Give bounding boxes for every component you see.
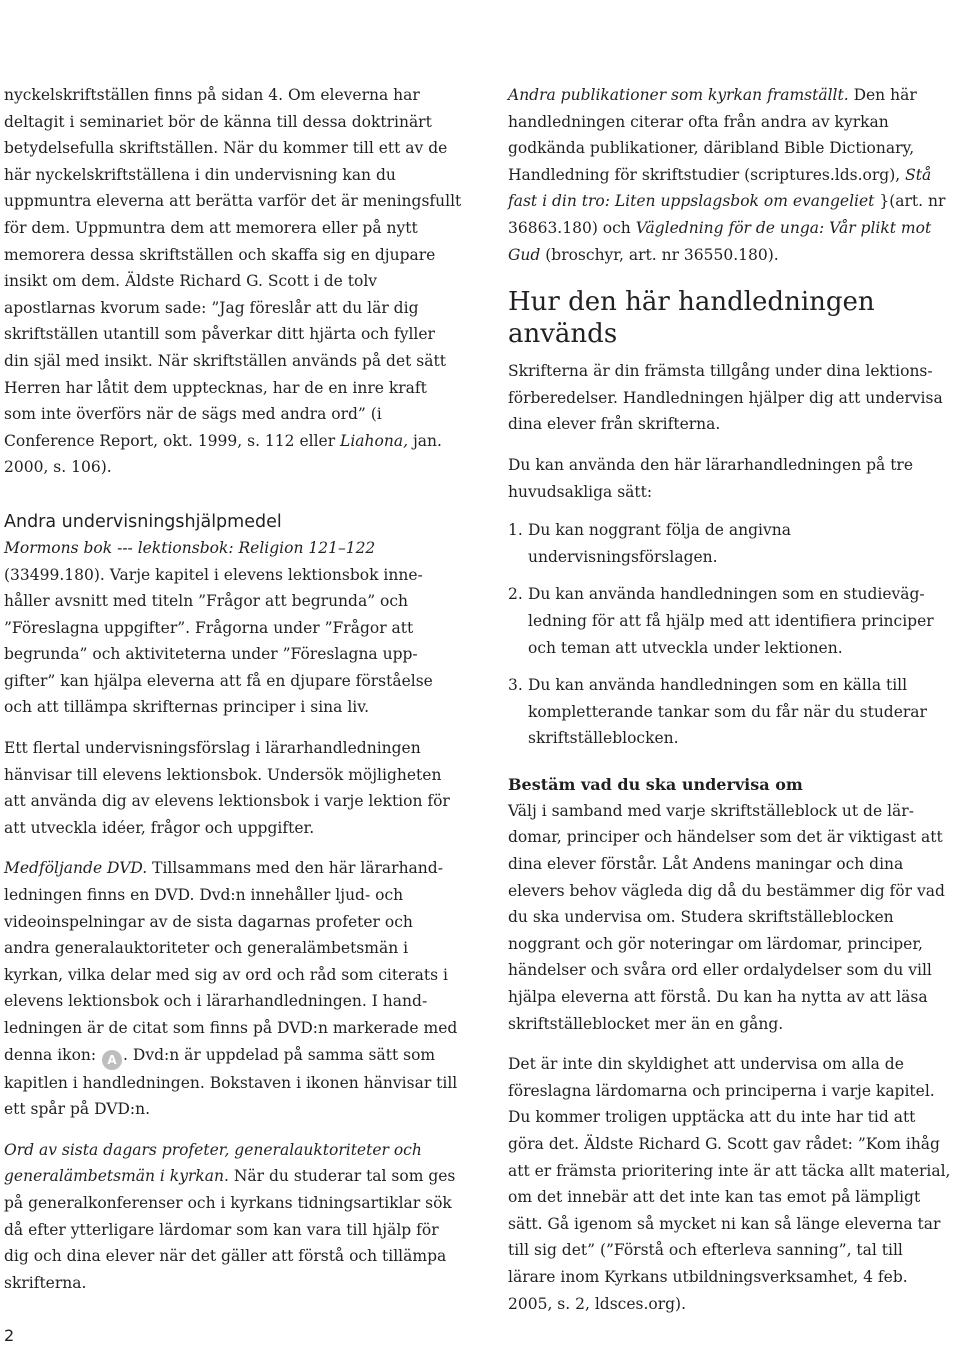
page-number: 2	[4, 1326, 15, 1345]
text: . Dvd:n är uppdelad på samma sätt som kapitlen i handledningen. Bokstaven i ikonen hänvisar till ett spår på DVD:n.	[4, 1045, 458, 1119]
usage-list	[508, 517, 954, 752]
right-column	[508, 82, 954, 1317]
text: nyckelskriftställen finns på sidan 4. Om eleverna har deltagit i seminariet bör de känna till dessa doktrinärt betydelsefulla skriftställen. När du kommer till ett av de här nyckelskriftställena i din undervisning kan du uppmuntra eleverna att berätta varför det är meningsfullt för dem. Uppmuntra dem att memorera eller på nytt memorera dessa skriftställen och skaffa sig en djupare insikt om dem. Äldste Richard G. Scott i de tolv apostlarnas kvorum sade: ”Jag föreslår att du lär dig skriftställen utantill som påverkar ditt hjärta och fyller din själ med insikt. När skriftställen används på det sätt Herren har låtit dem upptecknas, har de en inre kraft som inte överförs när de sägs med andra ord” (i Conference Report, okt. 1999, s. 112 eller	[4, 86, 462, 450]
italic-text: Ord av sista dagars profeter, generalauktoriteter och generalämbetsmän i kyrkan.	[4, 1140, 422, 1186]
list-item	[508, 581, 954, 661]
list-text: Du kan noggrant följa de angivna undervisningsförslagen.	[528, 521, 791, 566]
choose-doctrines-paragraph: Välj i samband med varje skriftställeblock ut de lärdomar, principer och händelser som det är viktigast att dina elever förstår. Låt Andens maningar och dina elevers behov vägleda dig då du bestämmer dig för vad du ska undervisa om. Studera skriftställeblocken noggrant och gör noteringar om lärdomar, principer, händelser och svåra ord eller ordalydelser som du vill hjälpa eleverna att förstå. Du kan ha nytta av att läsa skriftställeblocket mer än en gång.	[508, 801, 945, 1033]
prophets-words-paragraph	[4, 1137, 462, 1297]
student-manual-paragraph	[4, 535, 462, 721]
publications-paragraph	[508, 82, 954, 268]
three-ways-paragraph: Du kan använda den här lärarhandledningen på tre huvudsakliga sätt:	[508, 455, 914, 501]
section-heading-teaching-aids: Andra undervisningshjälpmedel	[4, 511, 282, 532]
italic-text: Vägledning för de unga: Vår plikt mot Gud	[508, 218, 932, 264]
text: (broschyr, art. nr 36550.180).	[540, 245, 779, 264]
italic-text: Liahona,	[340, 431, 409, 450]
italic-text: Andra publikationer som kyrkan framställt.	[508, 86, 849, 104]
dvd-track-icon: A	[102, 1050, 122, 1070]
list-item	[508, 517, 954, 570]
text: När du studerar tal som ges på generalkonferenser och i kyrkans tidningsartiklar sök då efter ytterligare lärdomar som kan vara till hjälp för dig och dina elever när det gäller att förstå och tillämpa skrifterna.	[4, 1167, 456, 1292]
text: Tillsammans med den här lärarhandledningen finns en DVD. Dvd:n innehåller ljud- och videoinspelningar av de sista dagarnas profeter och andra generalauktoriteter och generalämbetsmän i kyrkan, vilka delar med sig av ord och råd som citerats i elevens lektionsbok och i lärarhandledningen. I handledningen är de citat som finns på DVD:n markerade med denna ikon:	[4, 859, 458, 1064]
italic-text: Medföljande DVD.	[4, 859, 148, 878]
section-heading-how-to-use: Hur den här handledningen används	[508, 287, 875, 350]
text: }(art. nr 36863.180) och	[508, 192, 946, 237]
manual-reference-paragraph: Ett flertal undervisningsförslag i lärarhandledningen hänvisar till elevens lektionsbok. Undersök möjligheten att använda dig av elevens lektionsbok i varje lektion för att utveckla idéer, frågor och uppgifter.	[4, 739, 450, 837]
list-number: 3.	[508, 676, 523, 695]
text: (33499.180). Varje kapitel i elevens lektionsbok innehåller avsnitt med titeln ”Frågor att begrunda” och ”Föreslagna uppgifter”. Frågorna under ”Frågor att begrunda” och aktiviteterna under ”Föreslagna uppgifter” kan hjälpa eleverna att få en djupare förståelse och att tillämpa skrifternas principer i sina liv.	[4, 565, 433, 717]
list-text: Du kan använda handledningen som en källa till kompletterande tankar som du får när du studerar skriftställeblocken.	[528, 676, 927, 748]
italic-text: Mormons bok --- lektionsbok: Religion 121–122	[4, 538, 376, 557]
list-text: Du kan använda handledningen som en studievägledning för att få hjälp med att identifiera principer och teman att utveckla under lektionen.	[528, 585, 934, 657]
intro-paragraph	[4, 82, 462, 481]
italic-text: Stå fast i din tro: Liten uppslagsbok om evangeliet	[508, 165, 932, 211]
text: jan. 2000, s. 106).	[4, 431, 442, 477]
list-number: 1.	[508, 521, 523, 540]
subheading-what-to-teach: Bestäm vad du ska undervisa om	[508, 774, 803, 794]
scriptures-paragraph: Skrifterna är din främsta tillgång under dina lektionsförberedelser. Handledningen hjälper dig att undervisa dina elever från skrifterna.	[508, 362, 943, 434]
left-column	[4, 82, 462, 1296]
list-item	[508, 672, 954, 752]
not-obligated-paragraph: Det är inte din skyldighet att undervisa om alla de föreslagna lärdomarna och principerna i varje kapitel. Du kommer troligen upptäcka att du inte har tid att göra det. Äldste Richard G. Scott gav rådet: ”Kom ihåg att er främsta prioritering inte är att täcka allt material, om det innebär att det inte kan tas emot på lämpligt sätt. Gå igenom så mycket ni kan så länge eleverna tar till sig det” (”Förstå och efterleva sanning”, tal till lärare inom Kyrkans utbildningsverksamhet, 4 feb. 2005, s. 2, ldsces.org).	[508, 1055, 951, 1313]
dvd-paragraph	[4, 855, 462, 1122]
list-number: 2.	[508, 585, 523, 604]
text: Den här handledningen citerar ofta från andra av kyrkan godkända publikationer, däribland Bible Dictionary, Handledning för skriftstudier (scriptures.lds.org),	[508, 86, 917, 184]
